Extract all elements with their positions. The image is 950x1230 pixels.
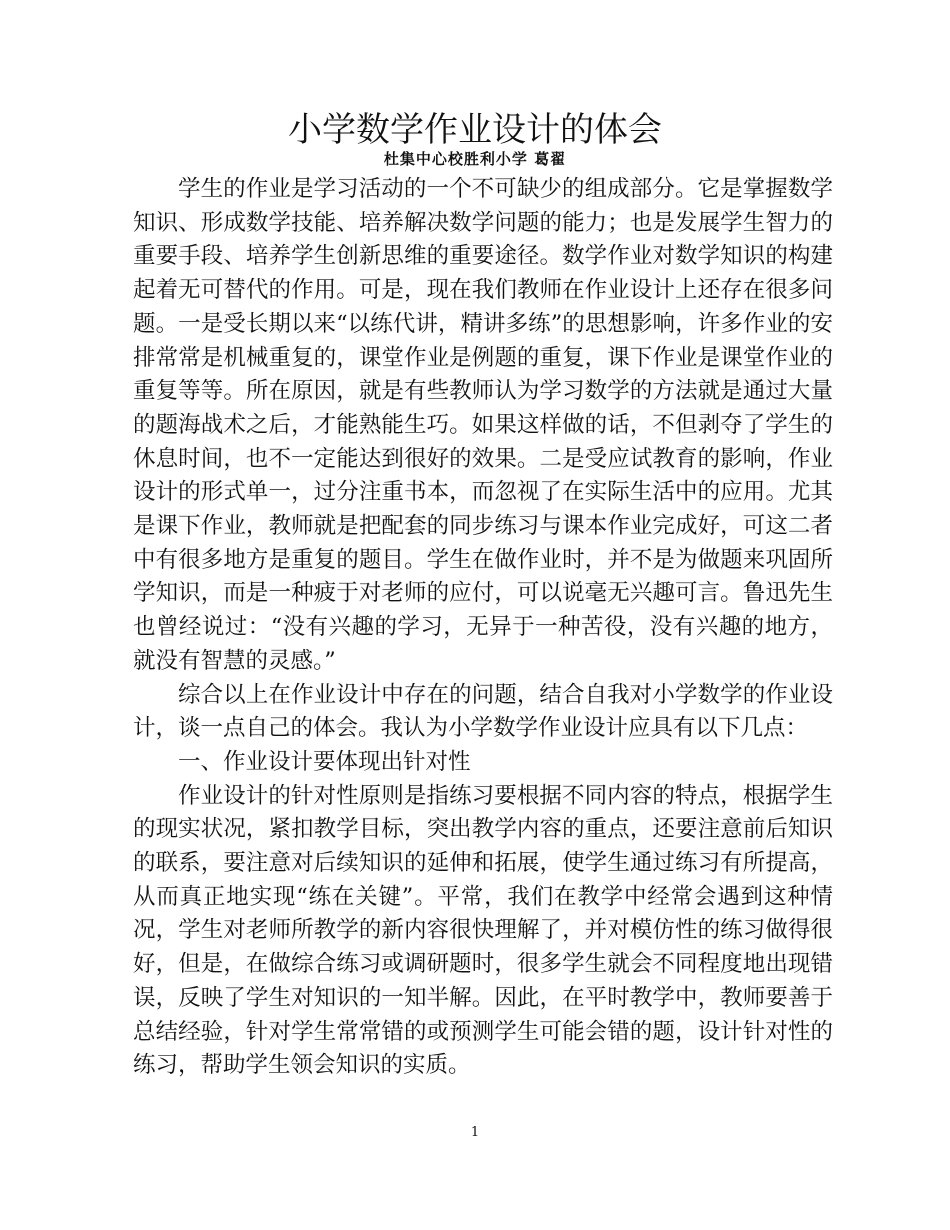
page-title: 小学数学作业设计的体会 <box>288 110 662 150</box>
paragraph: 作业设计的针对性原则是指练习要根据不同内容的特点，根据学生的现实状况，紧扣教学目标，突出教学内容的重点，还要注意前后知识的联系，要注意对后续知识的延伸和拓展，使学生通过练习有所提高，从而真正地实现“练在关键”。平常，我们在教学中经常会遇到这种情况，学生对老师所教学的新内容很快理解了，并对模仿性的练习做得很好，但是，在做综合练习或调研题时，很多学生就会不同程度地出现错误，反映了学生对知识的一知半解。因此，在平时教学中，教师要善于总结经验，针对学生常常错的或预测学生可能会错的题，设计针对性的练习，帮助学生领会知识的实质。 <box>133 782 833 1079</box>
body-text <box>133 173 833 1083</box>
paragraph: 综合以上在作业设计中存在的问题，结合自我对小学数学的作业设计，谈一点自己的体会。我认为小学数学作业设计应具有以下几点： <box>133 681 833 742</box>
author-byline: 杜集中心校胜利小学 葛翟 <box>383 150 567 168</box>
page-number: 1 <box>470 1125 480 1140</box>
section-heading: 一、作业设计要体现出针对性 <box>178 748 471 775</box>
paragraph: 学生的作业是学习活动的一个不可缺少的组成部分。它是掌握数学知识、形成数学技能、培养解决数学问题的能力；也是发展学生智力的重要手段、培养学生创新思维的重要途径。数学作业对数学知识的构建起着无可替代的作用。可是，现在我们教师在作业设计上还存在很多问题。一是受长期以来“以练代讲，精讲多练”的思想影响，许多作业的安排常常是机械重复的，课堂作业是例题的重复，课下作业是课堂作业的重复等等。所在原因，就是有些教师认为学习数学的方法就是通过大量的题海战术之后，才能熟能生巧。如果这样做的话，不但剥夺了学生的休息时间，也不一定能达到很好的效果。二是受应试教育的影响，作业设计的形式单一，过分注重书本，而忽视了在实际生活中的应用。尤其是课下作业，教师就是把配套的同步练习与课本作业完成好，可这二者中有很多地方是重复的题目。学生在做作业时，并不是为做题来巩固所学知识，而是一种疲于对老师的应付，可以说毫无兴趣可言。鲁迅先生也曾经说过：“没有兴趣的学习，无异于一种苦役，没有兴趣的地方，就没有智慧的灵感。” <box>133 176 833 674</box>
